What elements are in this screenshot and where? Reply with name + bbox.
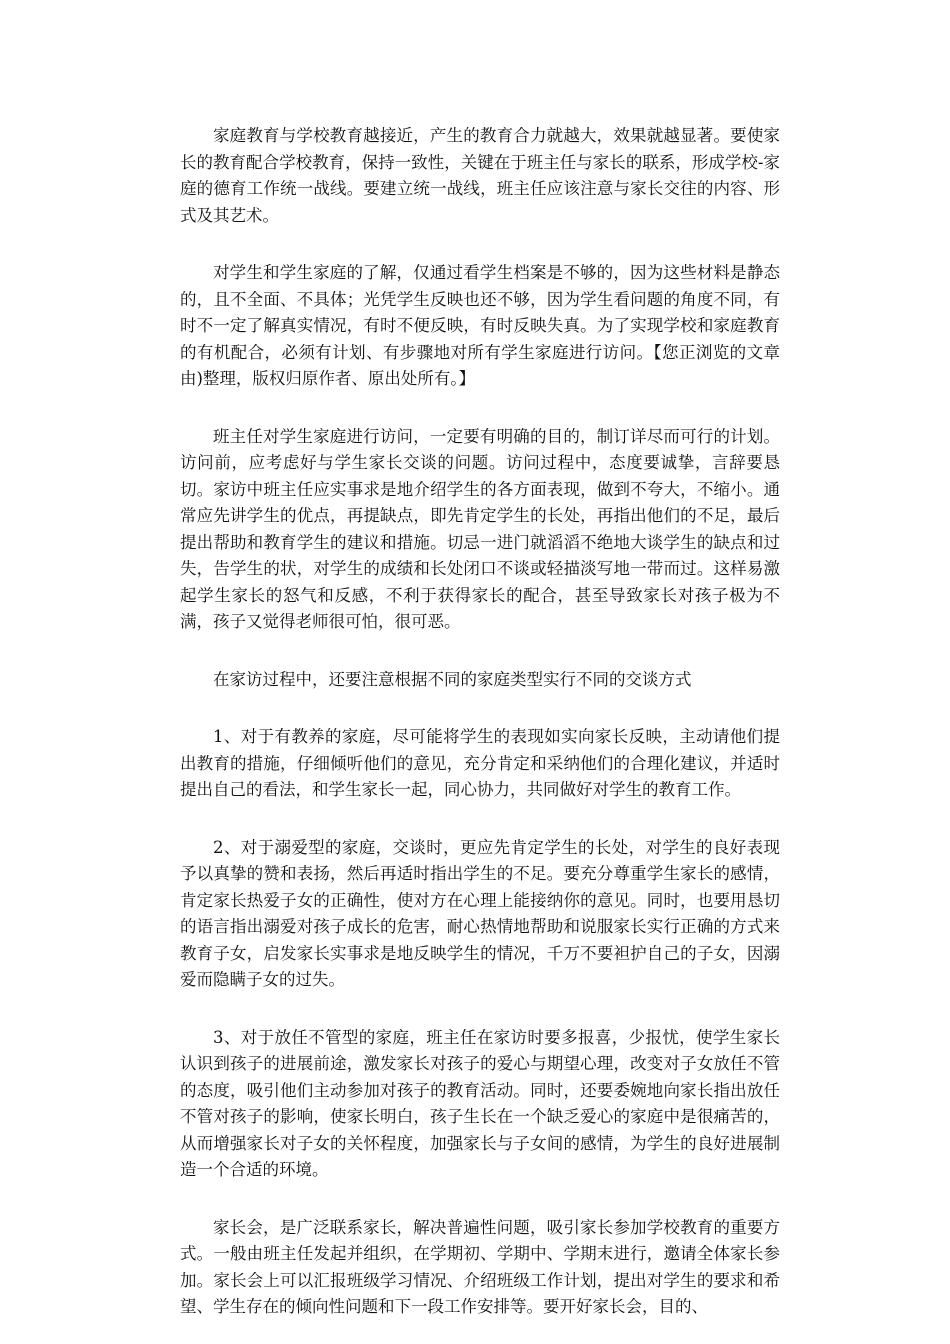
paragraph-visit-types: 在家访过程中，还要注意根据不同的家庭类型实行不同的交谈方式 [213,669,692,689]
paragraph-type-1: 1、对于有教养的家庭，尽可能将学生的表现如实向家长反映，主动请他们提出教育的措施，仔细倾听他们的意见，充分肯定和采纳他们的合理化建议，并适时提出自己的看法，和学生家长一起，同心协力，共同做好对学生的教育工作。 [180,727,780,799]
paragraph-type-2: 2、对于溺爱型的家庭，交谈时，更应先肯定学生的长处，对学生的良好表现予以真挚的赞和表扬，然后再适时指出学生的不足。要充分尊重学生家长的感情，肯定家长热爱子女的正确性，使对方在心理上能接纳你的意见。同时，也要用恳切的语言指出溺爱对孩子成长的危害，耐心热情地帮助和说服家长实行正确的方式来教育子女，启发家长实事求是地反映学生的情况，千万不要袒护自己的子女，因溺爱而隐瞒子女的过失。 [180,837,780,989]
paragraph-home-visit: 班主任对学生家庭进行访问，一定要有明确的目的，制订详尽而可行的计划。访问前，应考虑好与学生家长交谈的问题。访问过程中，态度要诚挚，言辞要恳切。家访中班主任应实事求是地介绍学生的各方面表现，做到不夸大，不缩小。通常应先讲学生的优点，再提缺点，即先肯定学生的长处，再指出他们的不足，最后提出帮助和教育学生的建议和措施。切忌一进门就滔滔不绝地大谈学生的缺点和过失，告学生的状，对学生的成绩和长处闭口不谈或轻描淡写地一带而过。这样易激起学生家长的怒气和反感，不利于获得家长的配合，甚至导致家长对孩子极为不满，孩子又觉得老师很可怕，很可恶。 [180,426,780,631]
paragraph-understanding: 对学生和学生家庭的了解，仅通过看学生档案是不够的，因为这些材料是静态的，且不全面、不具体；光凭学生反映也还不够，因为学生看问题的角度不同，有时不一定了解真实情况，有时不便反映，有时反映失真。为了实现学校和家庭教育的有机配合，必须有计划、有步骤地对所有学生家庭进行访问。【您正浏览的文章由)整理，版权归原作者、原出处所有。】 [180,263,780,388]
document-body [180,123,780,1321]
paragraph-parent-meeting: 家长会，是广泛联系家长，解决普遍性问题，吸引家长参加学校教育的重要方式。一般由班主任发起并组织，在学期初、学期中、学期末进行，邀请全体家长参加。家长会上可以汇报班级学习情况、介绍班级工作计划，提出对学生的要求和希望、学生存在的倾向性问题和下一段工作安排等。要开好家长会，目的、 [180,1217,780,1316]
paragraph-intro: 家庭教育与学校教育越接近，产生的教育合力就越大，效果就越显著。要使家长的教育配合学校教育，保持一致性，关键在于班主任与家长的联系，形成学校-家庭的德育工作统一战线。要建立统一战线，班主任应该注意与家长交往的内容、形式及其艺术。 [180,126,780,225]
paragraph-type-3: 3、对于放任不管型的家庭，班主任在家访时要多报喜，少报忧，使学生家长认识到孩子的进展前途，激发家长对孩子的爱心与期望心理，改变对子女放任不管的态度，吸引他们主动参加对孩子的教育活动。同时，还要委婉地向家长指出放任不管对孩子的影响，使家长明白，孩子生长在一个缺乏爱心的家庭中是很痛苦的，从而增强家长对子女的关怀程度，加强家长与子女间的感情，为学生的良好进展制造一个合适的环境。 [180,1027,780,1179]
